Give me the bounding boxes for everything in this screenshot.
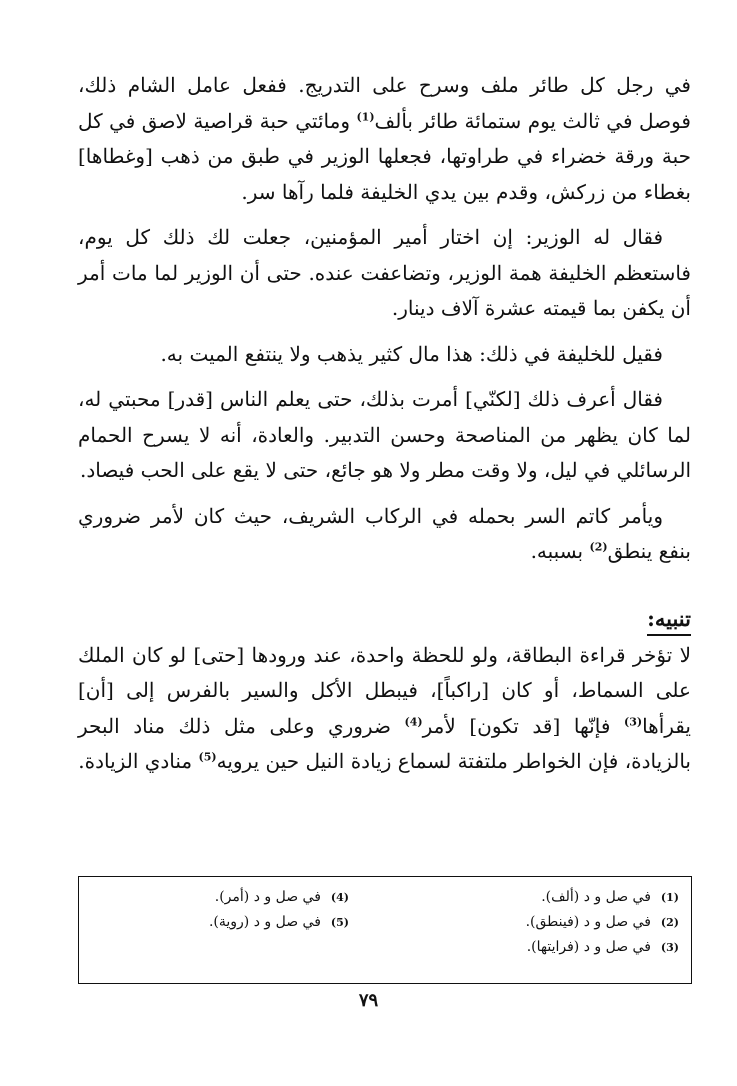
notice-section [78,602,691,780]
footnote-3-number: (3) [660,941,679,954]
footnote-2-number: (2) [660,916,679,929]
paragraph-3: فقيل للخليفة في ذلك: هذا مال كثير يذهب ولا ينتفع الميت به. [160,341,663,366]
footnote-1-number: (1) [660,891,679,904]
footnote-ref-1: (1) [356,109,375,123]
footnotes-column-left [91,885,385,977]
footnotes-box [78,876,692,984]
footnote-2 [385,910,679,935]
main-text [78,68,691,780]
paragraph-5-text-b: بسببه. [530,539,590,563]
notice-heading: تنبيه: [647,604,691,636]
footnote-4 [91,885,349,910]
paragraph-1 [78,68,691,210]
footnote-ref-4: (4) [404,714,423,728]
footnote-3-text: في صل و د (فرايتها). [526,939,651,955]
notice-text-b: فإنّها [قد تكون] لأمر [422,713,624,738]
footnote-5-text: في صل و د (روية). [208,914,321,930]
page-number: ٧٩ [358,990,379,1011]
footnote-4-text: في صل و د (أمر). [214,889,321,905]
footnotes-column-right [385,885,679,977]
footnote-ref-5: (5) [198,750,217,764]
footnote-ref-3: (3) [623,714,643,728]
footnote-3 [385,935,679,960]
footnote-1 [385,885,679,910]
paragraph-1-text-b: ومائتي حبة قراصية لاصق في كل حبة ورقة خضراء في طراوتها، فجعلها الوزير في طبق من ذهب [وغطاها] بغطاء من زركش، وقدم بين يدي الخليفة فلما رآها سر. [78,108,691,204]
notice-text-d: منادي الزيادة. [78,749,199,773]
footnote-ref-2: (2) [589,540,608,554]
footnote-5 [91,910,349,935]
paragraph-4: فقال أعرف ذلك [لكنّي] أمرت بذلك، حتى يعلم الناس [قدر] محبتي له، لما كان يظهر من المناصحة وحسن التدبير. والعادة، أنه لا يسرح الحمام الرسائلي في ليل، ولا وقت مطر ولا هو جائع، حتى لا يقع على الحب فيصاد. [78,387,691,482]
footnote-5-number: (5) [330,916,349,929]
paragraph-1-text-a: في رجل كل طائر ملف وسرح على التدريج. ففعل عامل الشام ذلك، فوصل في ثالث يوم ستمائة طائر بألف [78,73,691,133]
paragraph-2: فقال له الوزير: إن اختار أمير المؤمنين، جعلت لك ذلك كل يوم، فاستعظم الخليفة همة الوزير، وتضاعفت عنده. حتى أن الوزير لما مات أمر أن يكفن بما قيمته عشرة آلاف دينار. [78,225,691,320]
footnote-1-text: في صل و د (ألف). [541,889,651,905]
paragraph-5-text-a: ويأمر كاتم السر بحمله في الركاب الشريف، حيث كان لأمر ضروري بنفع ينطق [78,503,691,563]
footnote-2-text: في صل و د (فينطق). [525,914,651,930]
notice-text-a: لا تؤخر قراءة البطاقة، ولو للحظة واحدة، عند ورودها [حتى] لو كان الملك على السماط، أو كان [راكباً]، فيبطل الأكل والسير بالفرس إلى [أن] يقرأها [78,642,691,738]
footnote-4-number: (4) [330,891,349,904]
paragraph-5 [78,499,691,570]
notice-text-c: ضروري وعلى مثل ذلك مناد البحر بالزيادة، فإن الخواطر ملتفتة لسماع زيادة النيل حين يرويه [78,713,691,773]
notice-paragraph [78,638,691,780]
